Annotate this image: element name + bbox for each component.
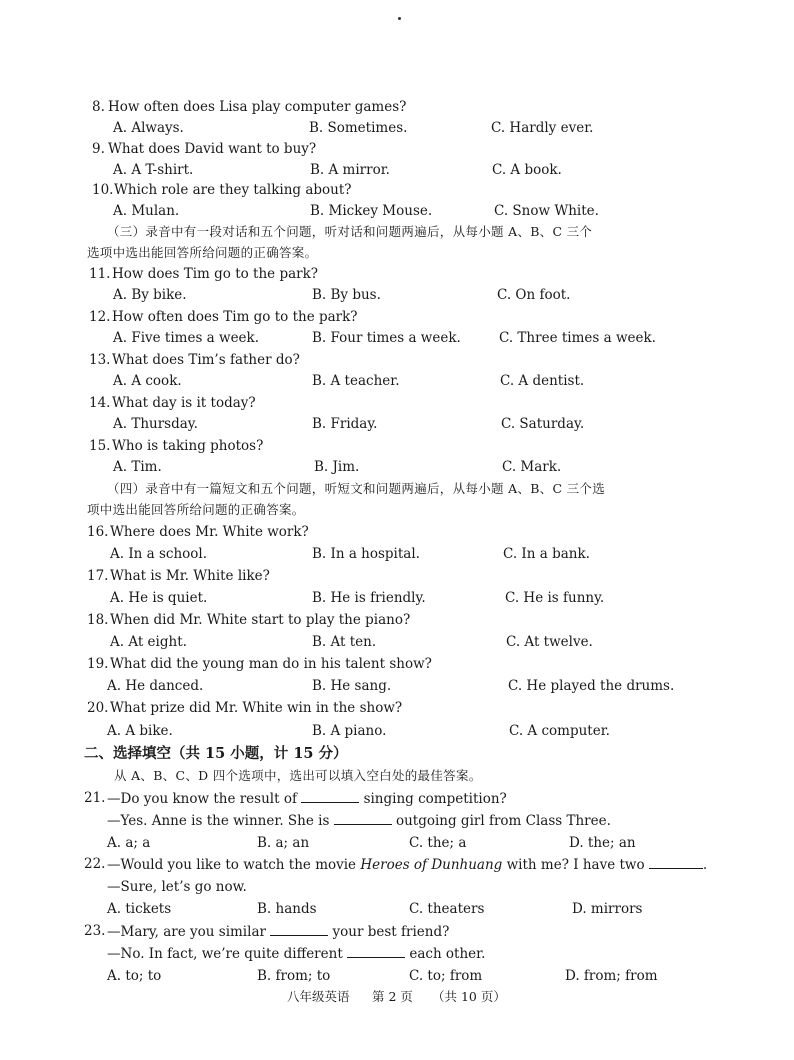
question-number: 12. bbox=[89, 309, 111, 325]
option-a: A. He is quiet. bbox=[110, 590, 208, 606]
option-a: A. A bike. bbox=[107, 723, 173, 739]
stem-part: —Would you like to watch the movie bbox=[107, 857, 357, 873]
question-stem bbox=[0, 393, 794, 413]
question-number: 8. bbox=[92, 99, 105, 115]
stem-text: —Sure, let’s go now. bbox=[107, 879, 247, 895]
option-c: C. A dentist. bbox=[500, 373, 585, 389]
footer-page: 第 2 页 bbox=[372, 989, 413, 1004]
question-stem bbox=[0, 566, 794, 586]
section-instruction bbox=[0, 243, 794, 263]
instruction-text: 项中选出能回答所给问题的正确答案。 bbox=[87, 502, 305, 517]
question-stem bbox=[0, 139, 794, 159]
options-row bbox=[0, 285, 794, 305]
answer-blank bbox=[334, 810, 392, 825]
question-stem bbox=[0, 921, 794, 941]
options-row bbox=[0, 966, 794, 986]
question-stem bbox=[0, 264, 794, 284]
stem-part: each other. bbox=[409, 946, 486, 962]
question-stem-line bbox=[0, 877, 794, 897]
stem-text bbox=[107, 810, 611, 831]
question-stem bbox=[0, 854, 794, 874]
stem-text bbox=[107, 854, 707, 875]
options-row bbox=[0, 328, 794, 348]
option-b: B. He sang. bbox=[312, 678, 392, 694]
question-stem bbox=[0, 97, 794, 117]
option-a: A. to; to bbox=[107, 968, 162, 984]
question-number: 15. bbox=[89, 438, 111, 454]
options-row bbox=[0, 201, 794, 221]
footer-total: （共 10 页） bbox=[432, 989, 506, 1004]
stem-part: outgoing girl from Class Three. bbox=[395, 813, 611, 829]
question-text: How does Tim go to the park? bbox=[112, 266, 319, 282]
option-b: B. By bus. bbox=[312, 287, 381, 303]
instruction-text: 从 A、B、C、D 四个选项中，选出可以填入空白处的最佳答案。 bbox=[114, 768, 482, 783]
stem-text bbox=[107, 788, 507, 809]
option-b: B. hands bbox=[257, 901, 317, 917]
option-d: D. mirrors bbox=[572, 901, 643, 917]
option-b: B. from; to bbox=[257, 968, 331, 984]
question-number: 11. bbox=[89, 266, 111, 282]
part-heading bbox=[0, 744, 794, 764]
option-d: D. from; from bbox=[565, 968, 658, 984]
option-a: A. Tim. bbox=[113, 459, 162, 475]
option-c: C. theaters bbox=[409, 901, 485, 917]
option-b: B. A mirror. bbox=[310, 162, 390, 178]
option-c: C. He played the drums. bbox=[508, 678, 675, 694]
option-b: B. He is friendly. bbox=[312, 590, 426, 606]
question-text: What does David want to buy? bbox=[108, 141, 317, 157]
option-c: C. A book. bbox=[492, 162, 562, 178]
options-row bbox=[0, 414, 794, 434]
option-d: D. the; an bbox=[569, 835, 636, 851]
stem-text bbox=[107, 921, 449, 942]
option-b: B. Friday. bbox=[312, 416, 378, 432]
question-text: Where does Mr. White work? bbox=[110, 524, 309, 540]
option-a: A. Five times a week. bbox=[113, 330, 260, 346]
stem-part: —Do you know the result of bbox=[107, 791, 297, 807]
option-b: B. A piano. bbox=[312, 723, 387, 739]
option-a: A. Always. bbox=[113, 120, 184, 136]
options-row bbox=[0, 721, 794, 741]
options-row bbox=[0, 899, 794, 919]
question-number: 22. bbox=[84, 856, 106, 872]
question-number: 23. bbox=[84, 923, 106, 939]
options-row bbox=[0, 632, 794, 652]
answer-blank bbox=[270, 921, 328, 936]
option-b: B. A teacher. bbox=[312, 373, 400, 389]
option-b: B. At ten. bbox=[312, 634, 377, 650]
question-text: How often does Lisa play computer games? bbox=[108, 99, 407, 115]
option-c: C. Mark. bbox=[502, 459, 562, 475]
option-a: A. He danced. bbox=[107, 678, 204, 694]
question-number: 14. bbox=[89, 395, 111, 411]
question-text: How often does Tim go to the park? bbox=[112, 309, 358, 325]
stem-part: singing competition? bbox=[363, 791, 507, 807]
footer-subject: 八年级英语 bbox=[287, 989, 350, 1004]
question-stem bbox=[0, 698, 794, 718]
question-text: Which role are they talking about? bbox=[114, 182, 352, 198]
option-b: B. Sometimes. bbox=[309, 120, 408, 136]
option-c: C. He is funny. bbox=[505, 590, 605, 606]
option-a: A. At eight. bbox=[110, 634, 187, 650]
section-instruction bbox=[0, 500, 794, 520]
option-b: B. a; an bbox=[257, 835, 310, 851]
question-text: Who is taking photos? bbox=[112, 438, 264, 454]
question-stem bbox=[0, 350, 794, 370]
option-b: B. Jim. bbox=[314, 459, 360, 475]
question-number: 21. bbox=[84, 790, 106, 806]
stem-part: —No. In fact, we’re quite different bbox=[107, 946, 343, 962]
option-a: A. In a school. bbox=[110, 546, 208, 562]
heading-text: 二、选择填空（共 15 小题，计 15 分） bbox=[84, 745, 348, 762]
options-row bbox=[0, 588, 794, 608]
instruction-text: （三）录音中有一段对话和五个问题，听对话和问题两遍后，从每小题 A、B、C 三个 bbox=[107, 224, 593, 239]
question-text: What prize did Mr. White win in the show? bbox=[110, 700, 403, 716]
options-row bbox=[0, 676, 794, 696]
stem-part: —Mary, are you similar bbox=[107, 924, 266, 940]
movie-title: Heroes of Dunhuang bbox=[360, 857, 503, 873]
instruction-text: 选项中选出能回答所给问题的正确答案。 bbox=[87, 245, 318, 260]
option-a: A. A cook. bbox=[113, 373, 182, 389]
option-b: B. In a hospital. bbox=[312, 546, 420, 562]
options-row bbox=[0, 544, 794, 564]
option-a: A. a; a bbox=[107, 835, 151, 851]
page-footer bbox=[0, 987, 794, 1007]
stem-text bbox=[107, 943, 485, 964]
question-stem bbox=[0, 436, 794, 456]
options-row bbox=[0, 160, 794, 180]
question-text: What is Mr. White like? bbox=[110, 568, 270, 584]
option-c: C. On foot. bbox=[497, 287, 571, 303]
question-stem bbox=[0, 788, 794, 808]
option-b: B. Four times a week. bbox=[312, 330, 461, 346]
question-number: 13. bbox=[89, 352, 111, 368]
instruction-text: （四）录音中有一篇短文和五个问题，听短文和问题两遍后，从每小题 A、B、C 三个选 bbox=[107, 481, 606, 496]
question-stem bbox=[0, 610, 794, 630]
option-a: A. A T-shirt. bbox=[113, 162, 194, 178]
question-number: 17. bbox=[87, 568, 109, 584]
option-a: A. tickets bbox=[107, 901, 172, 917]
answer-blank bbox=[649, 854, 703, 869]
question-text: When did Mr. White start to play the piano? bbox=[110, 612, 411, 628]
part-instruction bbox=[0, 766, 794, 786]
question-stem-line bbox=[0, 943, 794, 963]
option-c: C. Saturday. bbox=[501, 416, 585, 432]
option-a: A. Mulan. bbox=[113, 203, 180, 219]
question-text: What day is it today? bbox=[112, 395, 256, 411]
question-stem bbox=[0, 180, 794, 200]
options-row bbox=[0, 457, 794, 477]
stem-part: your best friend? bbox=[332, 924, 450, 940]
option-a: A. By bike. bbox=[113, 287, 187, 303]
section-instruction bbox=[0, 222, 794, 242]
question-number: 20. bbox=[87, 700, 109, 716]
question-text: What did the young man do in his talent show? bbox=[110, 656, 432, 672]
scan-speck bbox=[398, 17, 401, 20]
question-stem bbox=[0, 307, 794, 327]
stem-part: —Yes. Anne is the winner. She is bbox=[107, 813, 330, 829]
options-row bbox=[0, 118, 794, 138]
question-number: 18. bbox=[87, 612, 109, 628]
option-c: C. Hardly ever. bbox=[491, 120, 594, 136]
stem-end: . bbox=[702, 857, 708, 873]
option-c: C. A computer. bbox=[509, 723, 610, 739]
options-row bbox=[0, 833, 794, 853]
option-c: C. the; a bbox=[409, 835, 467, 851]
answer-blank bbox=[301, 788, 359, 803]
question-number: 16. bbox=[87, 524, 109, 540]
stem-part: with me? I have two bbox=[506, 857, 645, 873]
option-c: C. In a bank. bbox=[503, 546, 590, 562]
option-c: C. Snow White. bbox=[494, 203, 599, 219]
question-stem bbox=[0, 654, 794, 674]
option-c: C. to; from bbox=[409, 968, 483, 984]
question-number: 19. bbox=[87, 656, 109, 672]
option-b: B. Mickey Mouse. bbox=[310, 203, 433, 219]
question-number: 10. bbox=[92, 182, 114, 198]
option-a: A. Thursday. bbox=[113, 416, 198, 432]
answer-blank bbox=[347, 943, 405, 958]
question-text: What does Tim’s father do? bbox=[112, 352, 300, 368]
options-row bbox=[0, 371, 794, 391]
option-c: C. At twelve. bbox=[506, 634, 593, 650]
option-c: C. Three times a week. bbox=[499, 330, 656, 346]
question-stem-line bbox=[0, 810, 794, 830]
question-stem bbox=[0, 522, 794, 542]
section-instruction bbox=[0, 479, 794, 499]
question-number: 9. bbox=[92, 141, 105, 157]
